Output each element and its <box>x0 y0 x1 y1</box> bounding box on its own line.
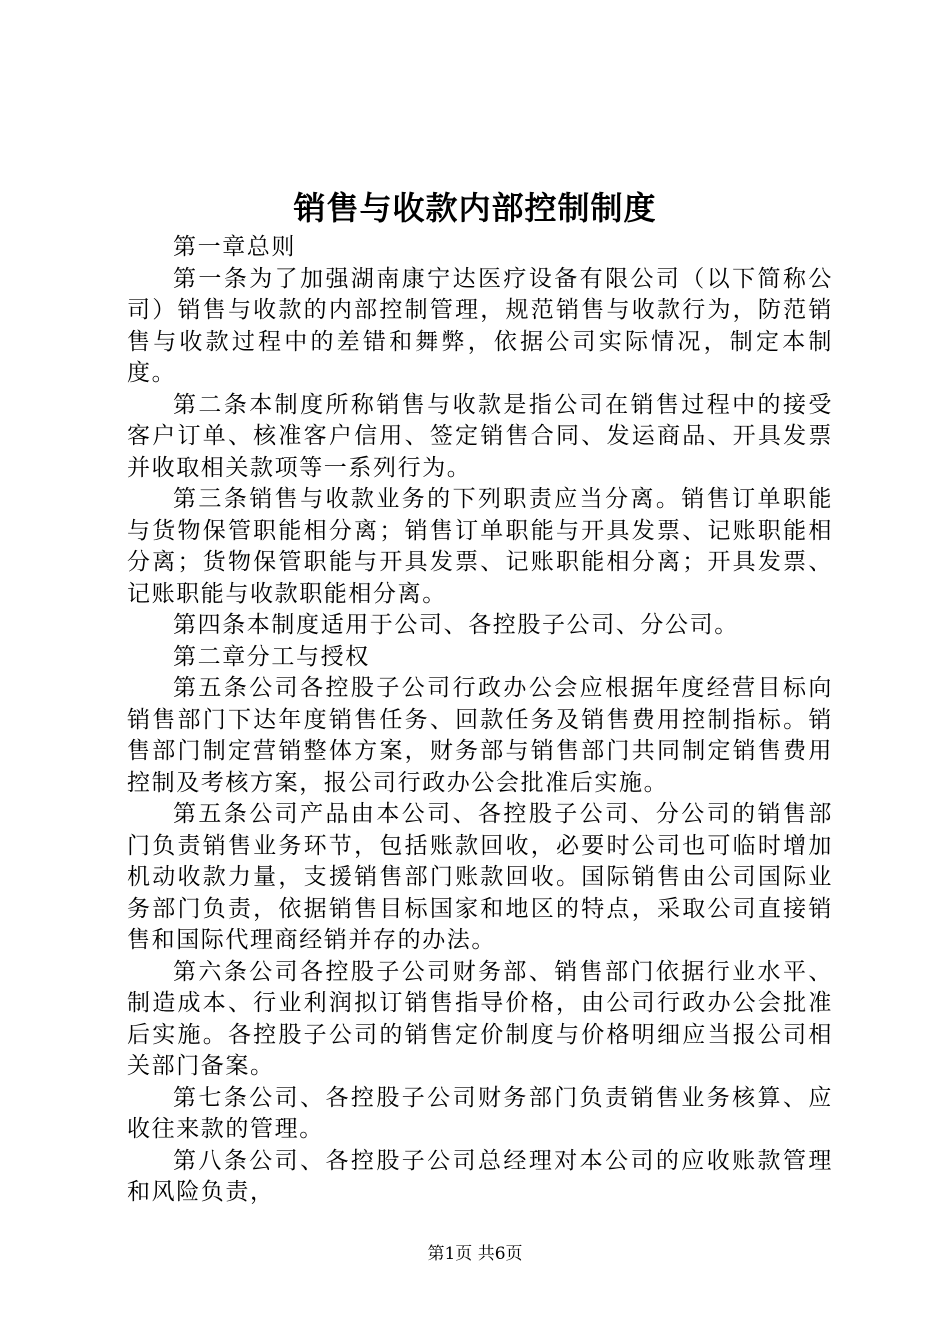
document-body <box>127 232 833 1209</box>
article-paragraph: 第八条公司、各控股子公司总经理对本公司的应收账款管理和风险负责， <box>127 1147 833 1205</box>
article-paragraph: 第四条本制度适用于公司、各控股子公司、分公司。 <box>173 612 739 638</box>
article-paragraph: 第二条本制度所称销售与收款是指公司在销售过程中的接受客户订单、核准客户信用、签定销售合同、发运商品、开具发票并收取相关款项等一系列行为。 <box>127 391 833 481</box>
article-paragraph: 第五条公司各控股子公司行政办公会应根据年度经营目标向销售部门下达年度销售任务、回款任务及销售费用控制指标。销售部门制定营销整体方案，财务部与销售部门共同制定销售费用控制及考核方案，报公司行政办公会批准后实施。 <box>127 675 833 796</box>
article-paragraph: 第六条公司各控股子公司财务部、销售部门依据行业水平、制造成本、行业利润拟订销售指导价格，由公司行政办公会批准后实施。各控股子公司的销售定价制度与价格明细应当报公司相关部门备案。 <box>127 958 833 1079</box>
document-title: 销售与收款内部控制制度 <box>293 189 657 227</box>
article-paragraph: 第一条为了加强湖南康宁达医疗设备有限公司（以下简称公司）销售与收款的内部控制管理，规范销售与收款行为，防范销售与收款过程中的差错和舞弊，依据公司实际情况，制定本制度。 <box>127 265 833 386</box>
article-paragraph: 第三条销售与收款业务的下列职责应当分离。销售订单职能与货物保管职能相分离；销售订单职能与开具发票、记账职能相分离；货物保管职能与开具发票、记账职能相分离；开具发票、记账职能与收款职能相分离。 <box>127 486 833 607</box>
article-paragraph: 第七条公司、各控股子公司财务部门负责销售业务核算、应收往来款的管理。 <box>127 1084 833 1142</box>
chapter-heading: 第一章总则 <box>173 234 296 260</box>
page-number: 第1页 共6页 <box>427 1244 523 1264</box>
article-paragraph: 第五条公司产品由本公司、各控股子公司、分公司的销售部门负责销售业务环节，包括账款回收，必要时公司也可临时增加机动收款力量，支援销售部门账款回收。国际销售由公司国际业务部门负责，依据销售目标国家和地区的特点，采取公司直接销售和国际代理商经销并存的办法。 <box>127 801 833 953</box>
chapter-heading: 第二章分工与授权 <box>173 643 370 670</box>
